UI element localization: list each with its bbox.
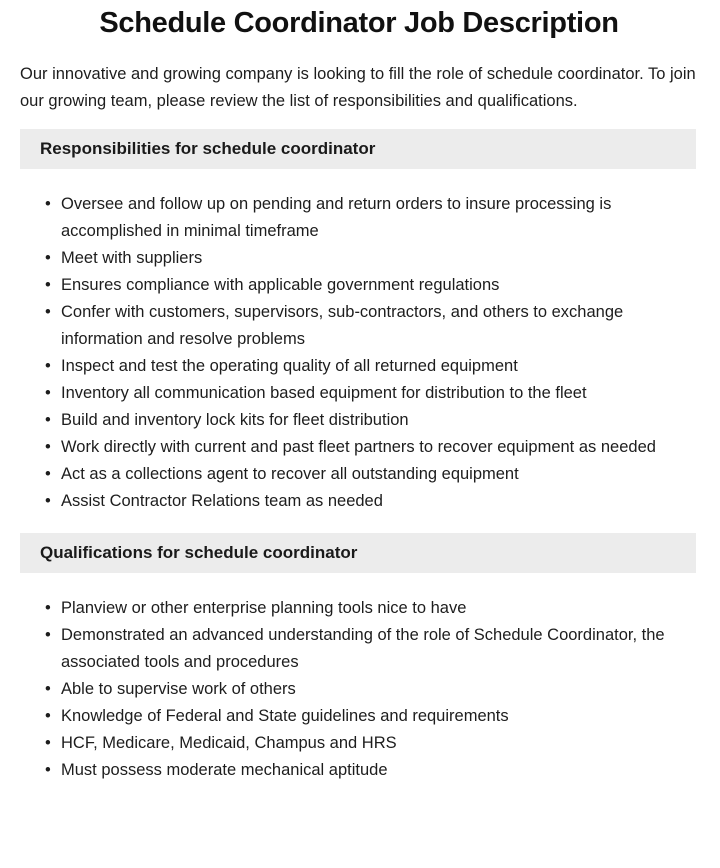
list-item: • Meet with suppliers xyxy=(61,245,691,272)
list-item: • Act as a collections agent to recover all outstanding equipment xyxy=(61,461,691,488)
list-item: • Must possess moderate mechanical aptitude xyxy=(61,757,691,784)
page-title: Schedule Coordinator Job Description xyxy=(99,7,619,39)
list-item: • Oversee and follow up on pending and return orders to insure processing is accomplished in minimal timeframe xyxy=(61,191,691,245)
list-item: • HCF, Medicare, Medicaid, Champus and HRS xyxy=(61,730,691,757)
list-item: • Work directly with current and past fleet partners to recover equipment as needed xyxy=(61,434,691,461)
list-item: • Ensures compliance with applicable government regulations xyxy=(61,272,691,299)
intro-paragraph: Our innovative and growing company is looking to fill the role of schedule coordinator. To join our growing team, please review the list of responsibilities and qualifications. xyxy=(20,65,696,110)
section-header-qualifications: Qualifications for schedule coordinator xyxy=(20,533,696,573)
qualifications-list xyxy=(20,595,698,784)
list-item: • Knowledge of Federal and State guidelines and requirements xyxy=(61,703,691,730)
list-item: • Planview or other enterprise planning tools nice to have xyxy=(61,595,691,622)
responsibilities-list xyxy=(20,191,698,515)
list-item: • Assist Contractor Relations team as needed xyxy=(61,488,691,515)
list-item: • Confer with customers, supervisors, sub-contractors, and others to exchange information and resolve problems xyxy=(61,299,691,353)
list-item: • Build and inventory lock kits for fleet distribution xyxy=(61,407,691,434)
section-header-responsibilities: Responsibilities for schedule coordinator xyxy=(20,129,696,169)
list-item: • Inventory all communication based equipment for distribution to the fleet xyxy=(61,380,691,407)
list-item: • Inspect and test the operating quality of all returned equipment xyxy=(61,353,691,380)
list-item: • Demonstrated an advanced understanding of the role of Schedule Coordinator, the associated tools and procedures xyxy=(61,622,691,676)
list-item: • Able to supervise work of others xyxy=(61,676,691,703)
